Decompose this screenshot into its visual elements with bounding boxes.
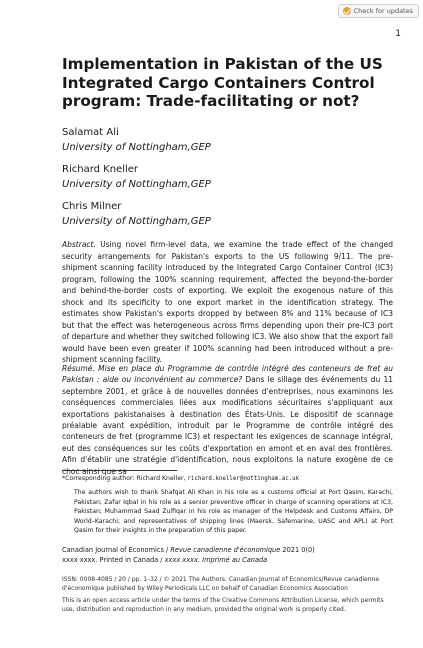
author-affiliation: University of Nottingham,GEP: [62, 141, 211, 153]
journal-print-info-french: xxxx xxxx. Imprimé au Canada: [164, 555, 268, 564]
journal-name-french: Revue canadienne d'économique: [170, 546, 281, 554]
author-block: [62, 163, 211, 192]
abstract-label: Abstract.: [62, 240, 96, 249]
check-updates-icon: [343, 7, 351, 15]
author-affiliation: University of Nottingham,GEP: [62, 215, 211, 227]
page-number: 1: [395, 29, 401, 39]
abstract-text: Using novel firm-level data, we examine the trade effect of the changed security arrangements for Pakistan's exports to the US following 9/11. The pre-shipment scanning facility introduced by the Integrated Cargo Container Control (IC3) program, following the 100% scanning requirement, affected the beyond-the-border and behind-the-border costs of exporting. We exploit the exogenous nature of this shock and its specificity to one export market in the identification strategy. The estimates show Pakistan's exports dropped by between 8% and 11% because of IC3 but that the effect was heterogeneous across firms depending upon their pre-IC3 port of departure and whether they switched following IC3. We also show that the export fall would have been even greater if 100% scanning had been introduced without a pre-shipment scanning facility.: [62, 240, 394, 364]
abstract: [62, 239, 393, 366]
author-affiliation: University of Nottingham,GEP: [62, 178, 211, 190]
resume: [62, 363, 393, 477]
corresponding-author-footnote: [62, 474, 393, 484]
journal-volume: 2021 0(0): [282, 546, 315, 554]
author-block: [62, 200, 211, 229]
footnote-divider: [62, 470, 177, 471]
footnote-text: *Corresponding author: Richard Kneller,: [62, 475, 186, 482]
publication-notes: [62, 576, 393, 618]
paper-title: Implementation in Pakistan of the US Integrated Cargo Containers Control program: Trade-facilitating or not?: [62, 55, 383, 110]
author-name: Salamat Ali: [62, 127, 119, 138]
journal-name: Canadian Journal of Economics /: [62, 546, 169, 554]
check-for-updates-badge[interactable]: [338, 4, 419, 18]
author-name: Richard Kneller: [62, 164, 139, 175]
author-email-link[interactable]: richard.kneller@nottingham.ac.uk: [187, 476, 300, 482]
resume-label: Résumé. Mise en place du Programme de contrôle intégré des conteneurs de fret au Pakistan : aide ou inconvénient au commerce?: [62, 364, 393, 385]
journal-info: [62, 546, 393, 566]
journal-print-info: xxxx xxxx. Printed in Canada /: [62, 555, 163, 564]
issn-line: ISSN: 0008-4085 / 20 / pp. 1–32 / © 2021 The Authors. Canadian Journal of Economics/Revue canadienne d'économique published by Wiley Periodicals LLC on behalf of Canadian Economics Association: [62, 576, 380, 592]
acknowledgement: The authors wish to thank Shafqat Ali Khan in his role as a customs official at Port Qasim, Karachi, Pakistan; Zafar Iqbal in his role as a senior preventive officer in charge of scanning operations at IC3, Pakistan; Muhammad Saad Zulfiqar in his role as manager of the Helpdesk and Customs Affairs, DP World–Karachi; and representatives of shipping lines (Maersk, Safemarine, UASC and APL) at Port Qasim for their insights in the preparation of this paper.: [74, 489, 393, 535]
author-block: [62, 126, 211, 155]
check-for-updates-label: Check for updates: [353, 7, 413, 15]
license-note: This is an open access article under the terms of the Creative Commons Attribution License, which permits use, distribution and reproduction in any medium, provided the original work is properly cited.: [62, 596, 384, 613]
author-name: Chris Milner: [62, 201, 122, 212]
resume-text: Dans le sillage des événements du 11 septembre 2001, et grâce à de nouvelles données d'entreprises, nous examinons les conséquences commerciales liées aux modifications sécuritaires s'appliquant aux exportations pakistanaises à destination des États-Unis. Le dispositif de scannage préalable avant expédition, introduit par le Programme de contrôle intégré des conteneurs de fret (programme IC3) et respectant les exigences de scannage intégral, eut des conséquences sur les coûts d'exportation en amont et en aval des frontières. Afin d'établir une stratégie d'identification, nous exploitons la nature exogène de ce choc ainsi que sa: [62, 375, 393, 476]
